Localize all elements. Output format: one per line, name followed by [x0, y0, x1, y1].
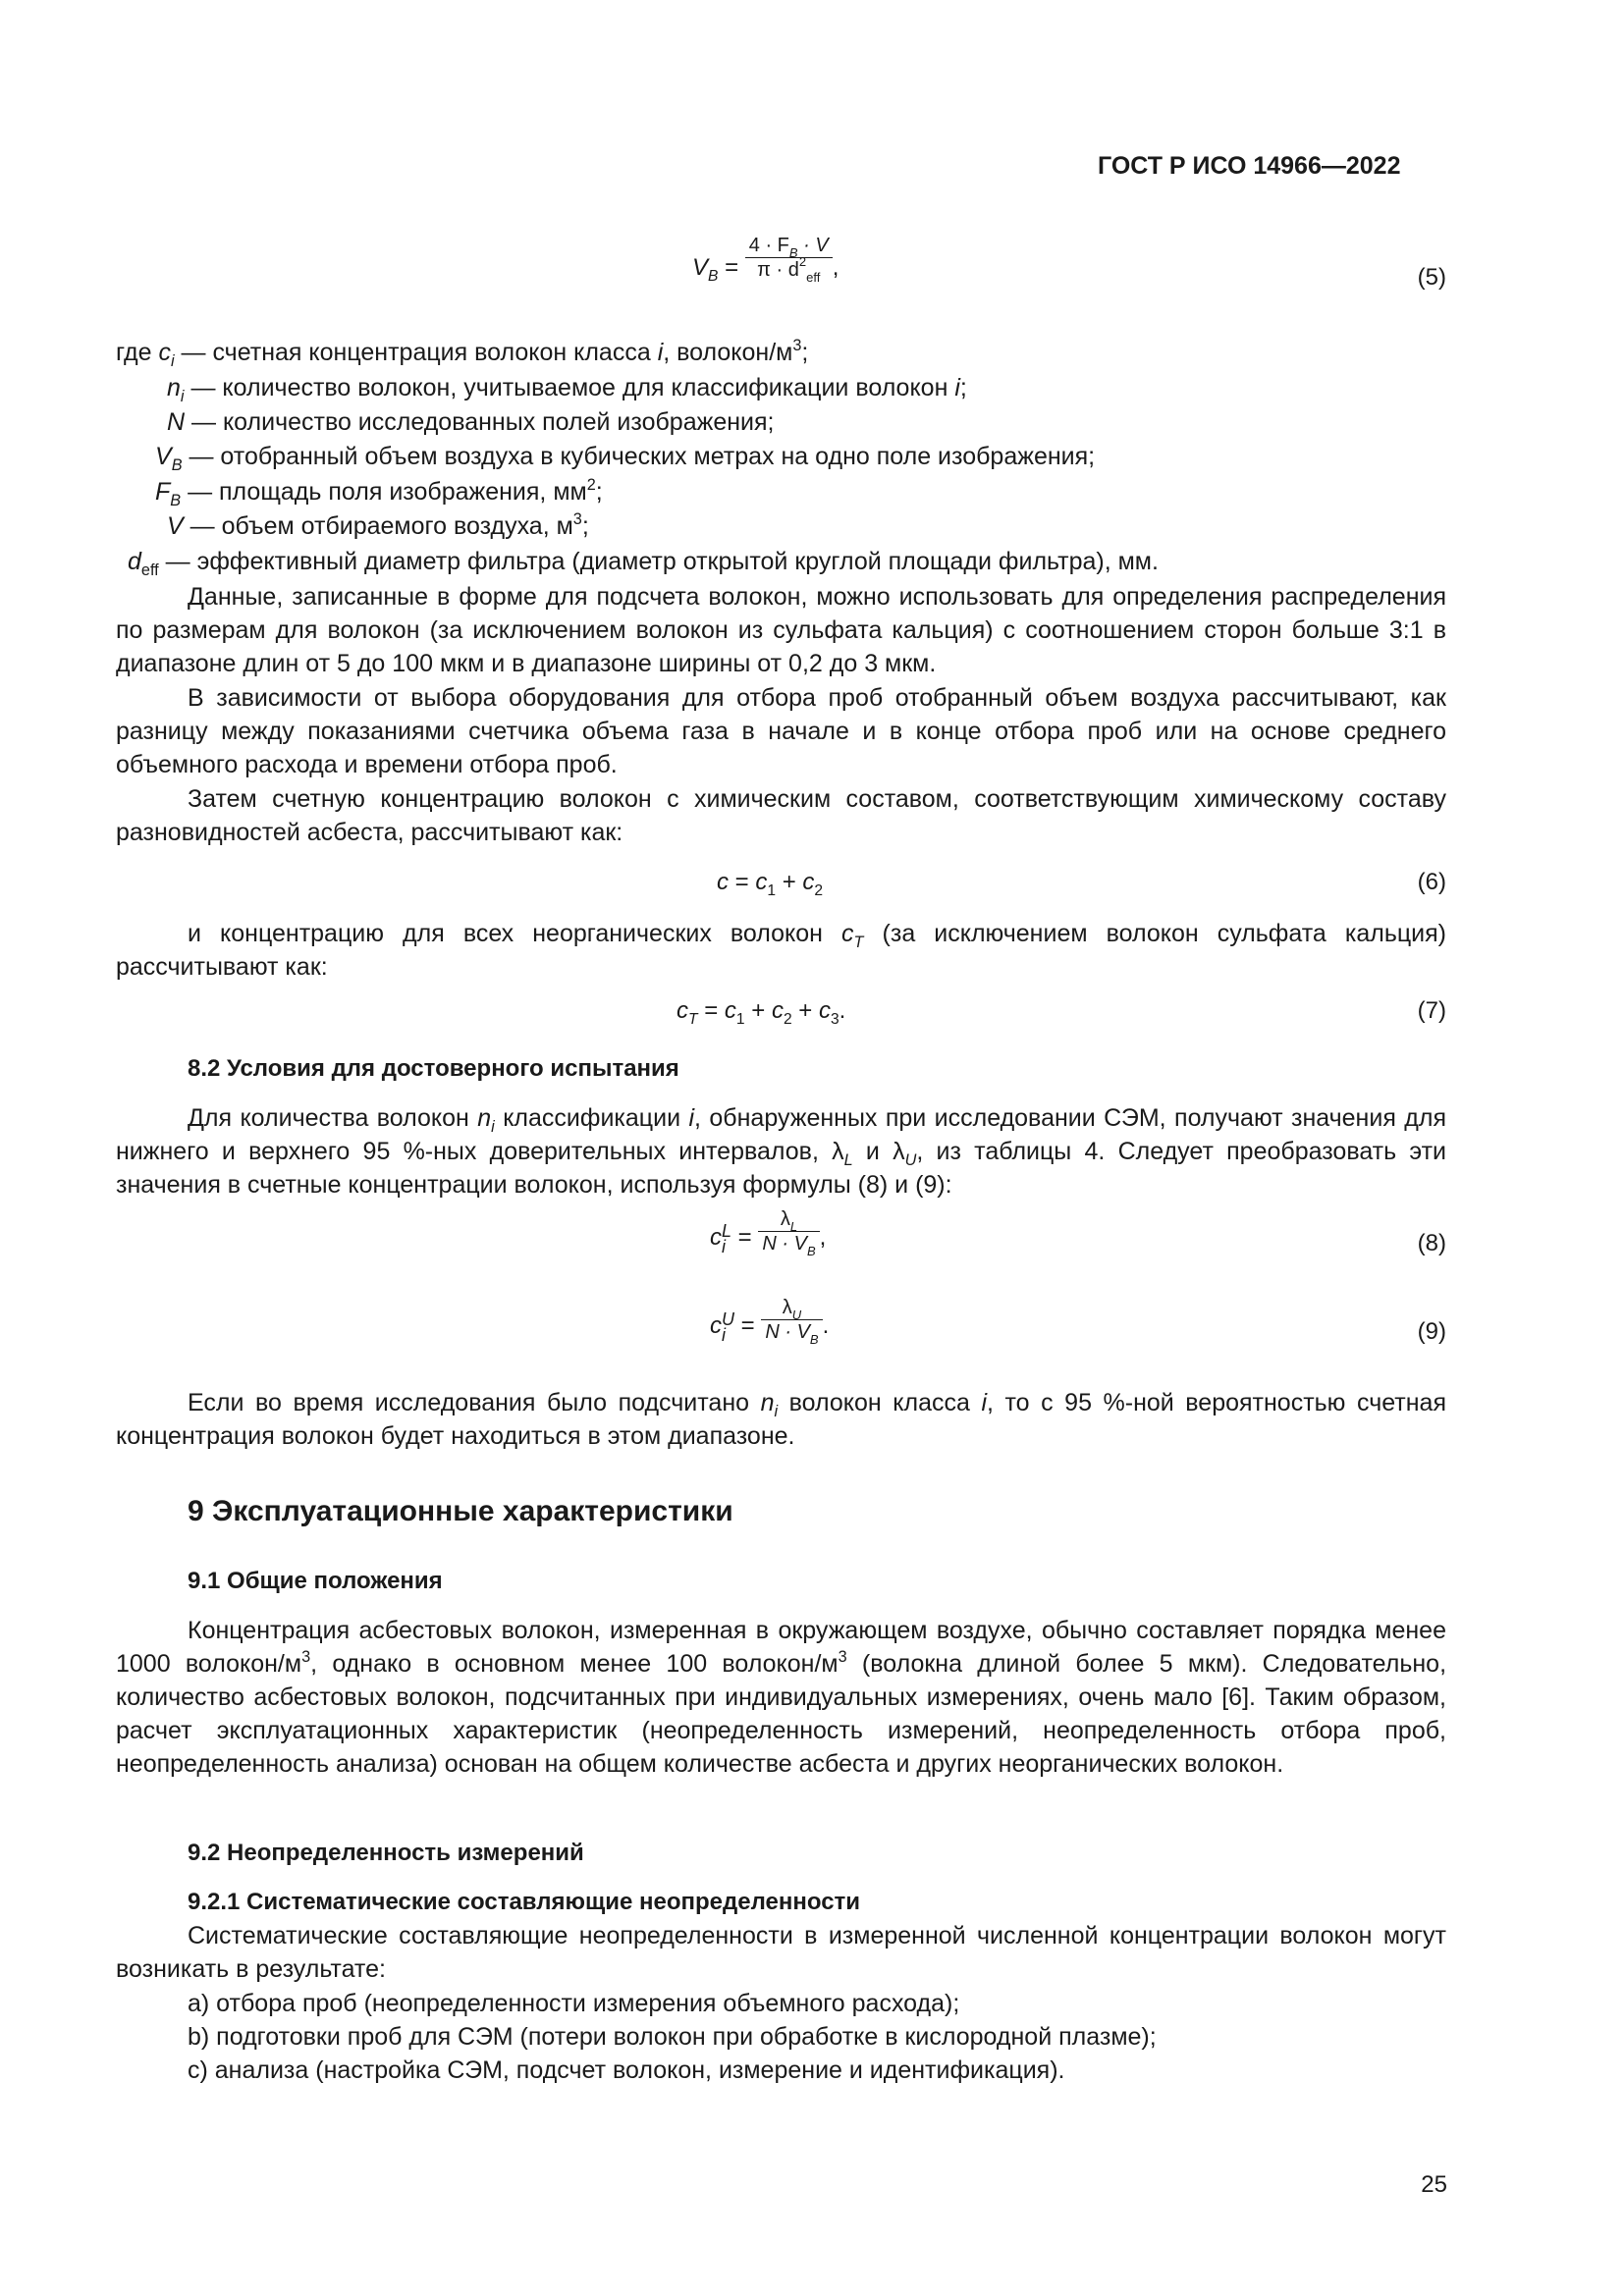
- paragraph: и концентрацию для всех неорганических волокон $c_T$ (за исключением волокон сульфата кальция) рассчитывают как:: [116, 920, 1446, 981]
- formula-6: $c = c_1 + c_2$ (6): [116, 866, 1446, 925]
- list-item: a) отбора проб (неопределенности измерения объемного расхода);: [188, 1990, 960, 2017]
- paragraph: В зависимости от выбора оборудования для отбора проб отобранный объем воздуха рассчитывают, как разницу между показаниями счетчика объема газа в начале и в конце отбора проб или на основе среднего объемного расхода и времени отбора проб.: [116, 684, 1446, 778]
- list-item: b) подготовки проб для СЭМ (потери волокон при обработке в кислородной плазме);: [188, 2023, 1157, 2051]
- paragraph: Затем счетную концентрацию волокон с химическим составом, соответствующим химическому составу разновидностей асбеста, рассчитывают как:: [116, 785, 1446, 846]
- paragraph: Если во время исследования было подсчитано $n_i$ волокон класса i, то с 95 %-ной вероятностью счетная концентрация волокон будет находиться в этом диапазоне.: [116, 1389, 1446, 1450]
- paragraph: Данные, записанные в форме для подсчета волокон, можно использовать для определения распределения по размерам для волокон (за исключением волокон из сульфата кальция) с соотношением сторон больше 3:1 в диапазоне длин от 5 до 100 мкм и в диапазоне ширины от 0,2 до 3 мкм.: [116, 583, 1446, 677]
- formula-7: $c_T = c_1 + c_2 + c_3$. (7): [116, 994, 1446, 1053]
- paragraph: Концентрация асбестовых волокон, измеренная в окружающем воздухе, обычно составляет порядка менее 1000 волокон/$м^3$, однако в основном менее 100 волокон/$м^3$ (волокна длиной более 5 мкм). Следовательно, количество асбестовых волокон, подсчитанных при индивидуальных измерениях, очень мало [6]. Таким образом, расчет эксплуатационных характеристик (неопределенность измерений, неопределенность отбора проб, неопределенность анализа) основан на общем количестве асбеста и других неорганических волокон.: [116, 1617, 1447, 1778]
- definition-FB: $F_B$ — площадь поля изображения, $мм^2$;: [155, 476, 603, 509]
- section-heading-8-2: 8.2 Условия для достоверного испытания: [188, 1055, 679, 1082]
- definition-ci: где $c_i$ — счетная концентрация волокон класса i, волокон/$м^3$;: [116, 337, 809, 370]
- paragraph: Систематические составляющие неопределенности в измеренной численной концентрации волокон могут возникать в результате:: [116, 1922, 1446, 1983]
- section-heading-9-2-1: 9.2.1 Систематические составляющие неопределенности: [188, 1889, 861, 1915]
- formula-number: (6): [1417, 869, 1446, 895]
- page-number: 25: [1421, 2171, 1447, 2198]
- formula-9: c U i = $\frac{\lambda_U}{N \cdot V_B}$ . (9): [710, 1297, 1446, 1348]
- formula-number: (7): [1417, 997, 1446, 1024]
- formula-number: (5): [1417, 264, 1446, 291]
- document-header: ГОСТ Р ИСО 14966—2022: [1098, 152, 1401, 180]
- formula-number: (9): [1417, 1318, 1446, 1345]
- section-heading-9: 9 Эксплуатационные характеристики: [188, 1495, 733, 1527]
- formula-8: c L i = $\frac{\lambda_L}{N \cdot V_B}$ , (8): [710, 1208, 1446, 1259]
- definition-ni: $n_i$ — количество волокон, учитываемое для классификации волокон i;: [167, 374, 967, 405]
- definition-V: V — объем отбираемого воздуха, $м^3$;: [167, 510, 589, 540]
- section-heading-9-2: 9.2 Неопределенность измерений: [188, 1840, 584, 1866]
- definition-VB: $V_B$ — отобранный объем воздуха в кубических метрах на одно поле изображения;: [155, 443, 1096, 474]
- formula-5: $V_B$ = $\frac{4 \cdot F_B \cdot V}{\pi \cdot d^2_{eff}}$ , (5): [116, 234, 1446, 293]
- formula-number: (8): [1417, 1230, 1446, 1256]
- paragraph: Для количества волокон $n_i$ классификации i, обнаруженных при исследовании СЭМ, получают значения для нижнего и верхнего 95 %-ных доверительных интервалов, $\lambda_L$ и $\lambda_U$, из таблицы 4. Следует преобразовать эти значения в счетные концентрации волокон, используя формулы (8) и (9):: [116, 1104, 1446, 1199]
- definition-deff: $d_{eff}$ — эффективный диаметр фильтра (диаметр открытой круглой площади фильтра), мм.: [128, 548, 1159, 579]
- section-heading-9-1: 9.1 Общие положения: [188, 1568, 443, 1594]
- list-item: c) анализа (настройка СЭМ, подсчет волокон, измерение и идентификация).: [188, 2056, 1065, 2084]
- definition-N: N — количество исследованных полей изображения;: [167, 408, 775, 436]
